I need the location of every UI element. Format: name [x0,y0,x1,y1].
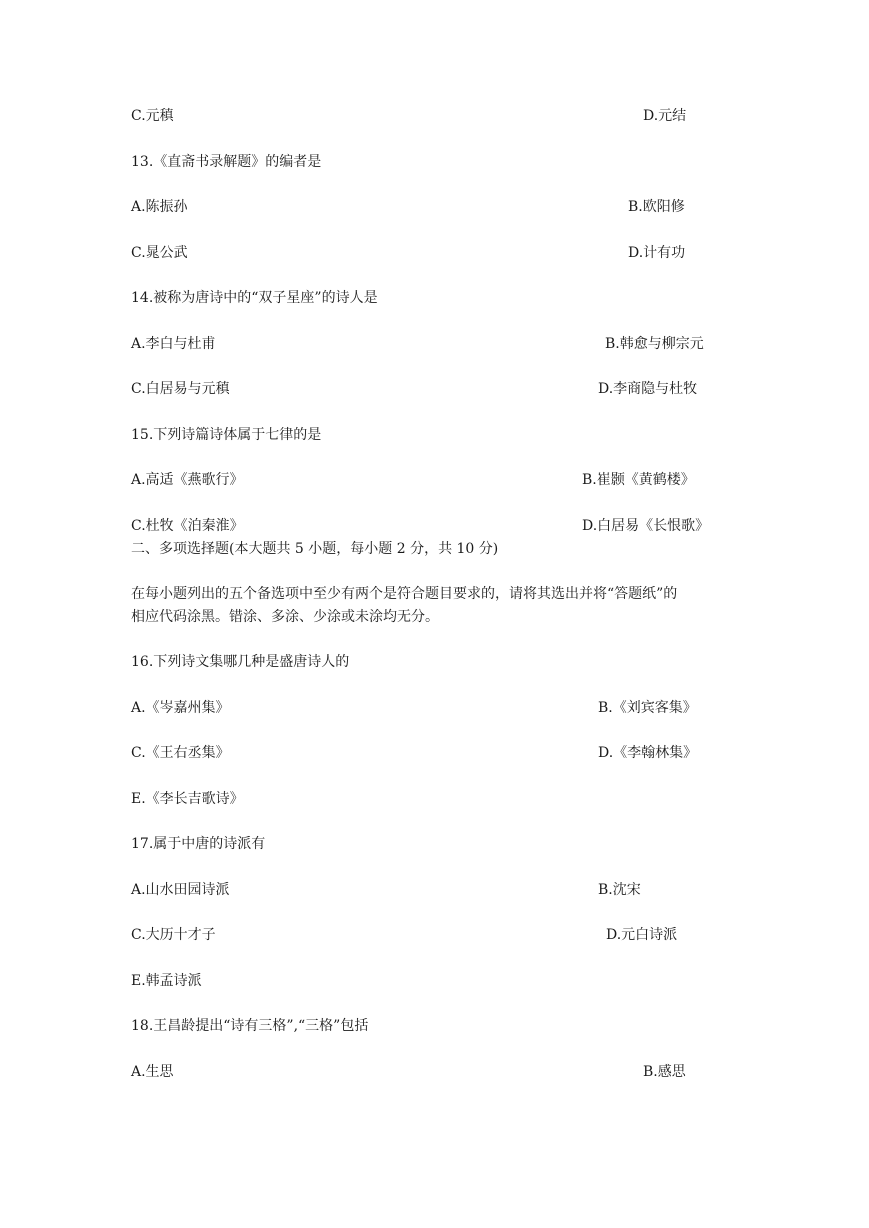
q16-stem: 16.下列诗文集哪几种是盛唐诗人的 [131,654,350,670]
q15-option-a: A.高适《燕歌行》 [131,472,244,488]
q14-option-d: D.李商隐与杜牧 [598,381,698,397]
q16-option-a: A.《岑嘉州集》 [131,700,230,716]
q14-option-a: A.李白与杜甫 [131,336,216,352]
q13-option-b: B.欧阳修 [628,199,685,215]
q13-stem: 13.《直斋书录解题》的编者是 [131,154,322,170]
q14-stem: 14.被称为唐诗中的“双子星座”的诗人是 [131,290,378,306]
q16-option-c: C.《王右丞集》 [131,745,230,761]
q15-option-b: B.崔颢《黄鹤楼》 [582,472,695,488]
q17-option-b: B.沈宋 [598,882,641,898]
q12-option-c: C.元稹 [131,108,174,124]
section2-heading: 二、多项选择题(本大题共 5 小题，每小题 2 分，共 10 分) [131,541,499,557]
section2-instruction-line1: 在每小题列出的五个备选项中至少有两个是符合题目要求的，请将其选出并将“答题纸”的 [131,586,678,602]
q16-option-e: E.《李长吉歌诗》 [131,791,244,807]
q15-option-c: C.杜牧《泊秦淮》 [131,518,244,534]
q17-stem: 17.属于中唐的诗派有 [131,836,266,852]
q14-option-b: B.韩愈与柳宗元 [605,336,704,352]
q12-option-d: D.元结 [643,108,687,124]
q13-option-c: C.晁公武 [131,245,188,261]
q15-option-d: D.白居易《长恨歌》 [582,518,710,534]
q15-stem: 15.下列诗篇诗体属于七律的是 [131,427,322,443]
q17-option-d: D.元白诗派 [606,927,678,943]
section2-instruction-line2: 相应代码涂黑。错涂、多涂、少涂或未涂均无分。 [131,609,439,625]
q14-option-c: C.白居易与元稹 [131,381,230,397]
q16-option-b: B.《刘宾客集》 [598,700,697,716]
q13-option-d: D.计有功 [628,245,686,261]
q18-stem: 18.王昌龄提出“诗有三格”,“三格”包括 [131,1018,369,1034]
q18-option-b: B.感思 [643,1064,686,1080]
q17-option-a: A.山水田园诗派 [131,882,230,898]
q18-option-a: A.生思 [131,1064,174,1080]
q16-option-d: D.《李翰林集》 [598,745,698,761]
q17-option-e: E.韩孟诗派 [131,973,202,989]
q13-option-a: A.陈振孙 [131,199,188,215]
q17-option-c: C.大历十才子 [131,927,216,943]
